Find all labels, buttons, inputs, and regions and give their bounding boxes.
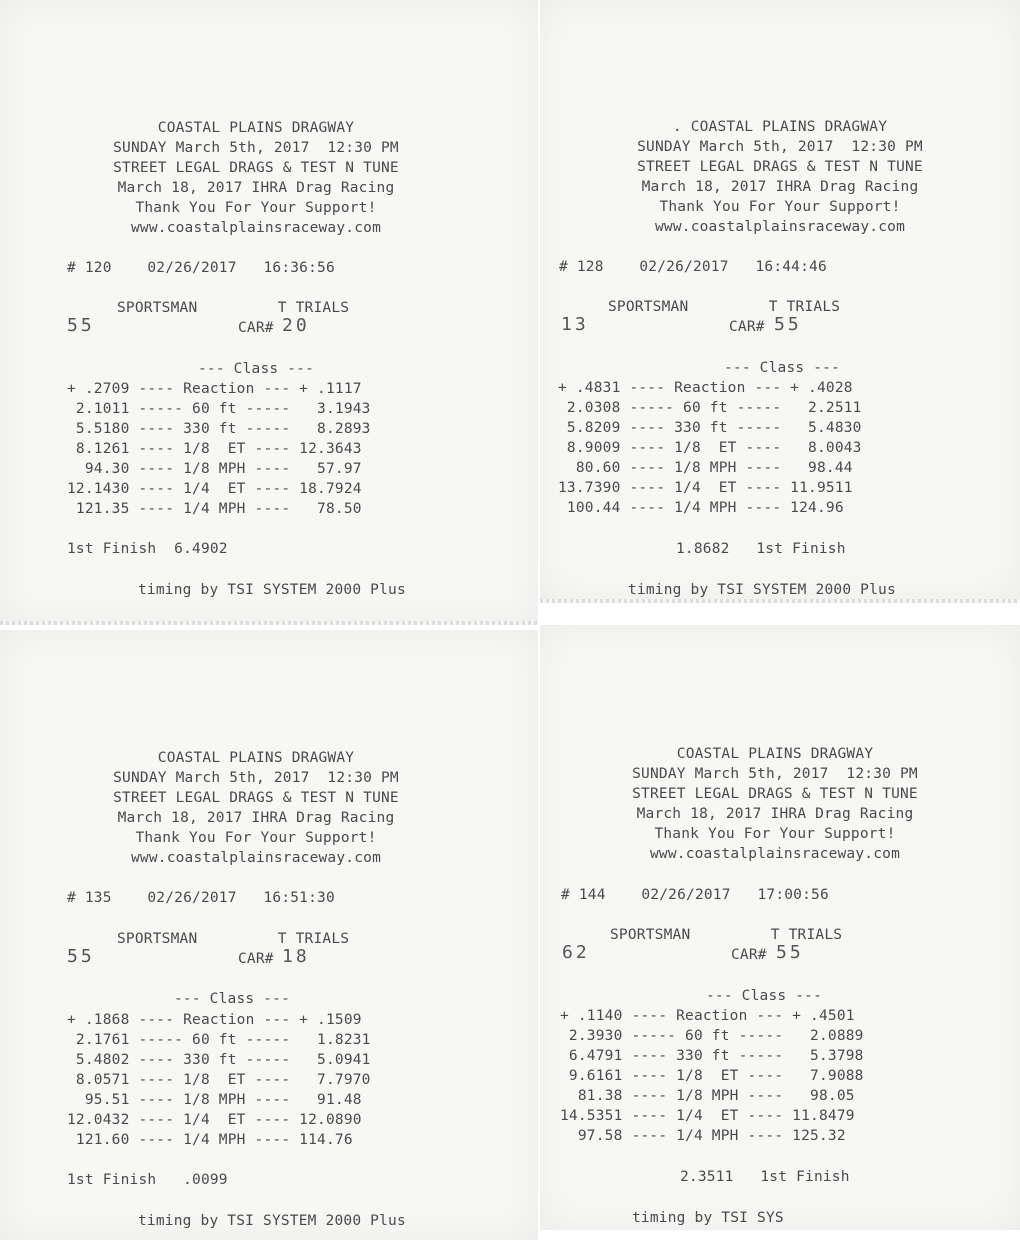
stat-row-eighth-et: 8.1261 ---- 1/8 ET ---- 12.3643 — [67, 441, 362, 457]
header-line: COASTAL PLAINS DRAGWAY — [157, 750, 355, 766]
class-header: --- Class --- — [197, 361, 315, 377]
stat-row-quarter-et: 12.0432 ---- 1/4 ET ---- 12.0890 — [67, 1112, 362, 1128]
time-slip-run-135 — [0, 630, 538, 1240]
class-line: SPORTSMAN T TRIALS — [610, 927, 843, 943]
stat-row-eighth-et: 8.0571 ---- 1/8 ET ---- 7.7970 — [67, 1072, 371, 1088]
car-number: 55 — [774, 314, 802, 335]
header-line: SUNDAY March 5th, 2017 12:30 PM — [637, 139, 923, 155]
class-header: --- Class --- — [705, 988, 823, 1004]
stat-row-60ft: 2.1761 ----- 60 ft ----- 1.8231 — [67, 1032, 371, 1048]
header-line: . COASTAL PLAINS DRAGWAY — [672, 119, 888, 135]
class-line: SPORTSMAN T TRIALS — [117, 931, 350, 947]
car-number: 20 — [282, 315, 310, 336]
time-slip-run-144 — [540, 625, 1020, 1230]
stat-row-60ft: 2.3930 ----- 60 ft ----- 2.0889 — [560, 1028, 864, 1044]
timing-footer: timing by TSI SYS — [632, 1210, 784, 1226]
stat-row-eighth-et: 8.9009 ---- 1/8 ET ---- 8.0043 — [558, 440, 862, 456]
stat-row-eighth-mph: 94.30 ---- 1/8 MPH ---- 57.97 — [67, 461, 362, 477]
stat-row-quarter-mph: 100.44 ---- 1/4 MPH ---- 124.96 — [558, 500, 844, 516]
timing-footer: timing by TSI SYSTEM 2000 Plus — [628, 582, 896, 598]
header-line: Thank You For Your Support! — [654, 826, 896, 842]
header-line: March 18, 2017 IHRA Drag Racing — [117, 180, 395, 196]
run-number-timestamp: # 135 02/26/2017 16:51:30 — [67, 890, 335, 906]
website-url: www.coastalplainsraceway.com — [649, 846, 901, 862]
run-number-timestamp: # 144 02/26/2017 17:00:56 — [561, 887, 829, 903]
stat-row-eighth-mph: 80.60 ---- 1/8 MPH ---- 98.44 — [558, 460, 853, 476]
header-line: March 18, 2017 IHRA Drag Racing — [641, 179, 919, 195]
car-label: CAR# — [731, 947, 767, 963]
class-line: SPORTSMAN T TRIALS — [608, 299, 841, 315]
header-line: STREET LEGAL DRAGS & TEST N TUNE — [113, 790, 399, 806]
stat-row-eighth-mph: 95.51 ---- 1/8 MPH ---- 91.48 — [67, 1092, 362, 1108]
stat-row-eighth-mph: 81.38 ---- 1/8 MPH ---- 98.05 — [560, 1088, 855, 1104]
stat-row-eighth-et: 9.6161 ---- 1/8 ET ---- 7.9088 — [560, 1068, 864, 1084]
header-line: COASTAL PLAINS DRAGWAY — [676, 746, 874, 762]
header-line: SUNDAY March 5th, 2017 12:30 PM — [113, 770, 399, 786]
header-line: Thank You For Your Support! — [135, 200, 377, 216]
run-number-timestamp: # 120 02/26/2017 16:36:56 — [67, 260, 335, 276]
lane-number: 55 — [67, 946, 95, 967]
finish-line: 1.8682 1st Finish — [676, 541, 846, 557]
class-header: --- Class --- — [723, 360, 841, 376]
header-line: STREET LEGAL DRAGS & TEST N TUNE — [113, 160, 399, 176]
header-line: March 18, 2017 IHRA Drag Racing — [636, 806, 914, 822]
time-slip-run-128 — [540, 0, 1020, 603]
stat-row-quarter-et: 13.7390 ---- 1/4 ET ---- 11.9511 — [558, 480, 853, 496]
finish-line: 1st Finish .0099 — [67, 1172, 228, 1188]
stat-row-quarter-mph: 121.60 ---- 1/4 MPH ---- 114.76 — [67, 1132, 353, 1148]
stat-row-quarter-mph: 97.58 ---- 1/4 MPH ---- 125.32 — [560, 1128, 846, 1144]
header-line: STREET LEGAL DRAGS & TEST N TUNE — [632, 786, 918, 802]
stat-row-quarter-mph: 121.35 ---- 1/4 MPH ---- 78.50 — [67, 501, 362, 517]
stat-row-reaction: + .2709 ---- Reaction --- + .1117 — [67, 381, 362, 397]
website-url: www.coastalplainsraceway.com — [654, 219, 906, 235]
header-line: SUNDAY March 5th, 2017 12:30 PM — [113, 140, 399, 156]
header-line: March 18, 2017 IHRA Drag Racing — [117, 810, 395, 826]
car-label: CAR# — [729, 319, 765, 335]
finish-line: 2.3511 1st Finish — [680, 1169, 850, 1185]
header-line: SUNDAY March 5th, 2017 12:30 PM — [632, 766, 918, 782]
header-line: Thank You For Your Support! — [135, 830, 377, 846]
perforated-edge — [540, 599, 1020, 603]
stat-row-quarter-et: 14.5351 ---- 1/4 ET ---- 11.8479 — [560, 1108, 855, 1124]
website-url: www.coastalplainsraceway.com — [130, 850, 382, 866]
finish-line: 1st Finish 6.4902 — [67, 541, 228, 557]
lane-number: 62 — [562, 942, 590, 963]
website-url: www.coastalplainsraceway.com — [130, 220, 382, 236]
stat-row-reaction: + .1140 ---- Reaction --- + .4501 — [560, 1008, 855, 1024]
stat-row-reaction: + .4831 ---- Reaction --- + .4028 — [558, 380, 853, 396]
stat-row-330ft: 6.4791 ---- 330 ft ----- 5.3798 — [560, 1048, 864, 1064]
stat-row-60ft: 2.0308 ----- 60 ft ----- 2.2511 — [558, 400, 862, 416]
stat-row-60ft: 2.1011 ----- 60 ft ----- 3.1943 — [67, 401, 371, 417]
timing-footer: timing by TSI SYSTEM 2000 Plus — [138, 1213, 406, 1229]
stat-row-330ft: 5.5180 ---- 330 ft ----- 8.2893 — [67, 421, 371, 437]
class-header: --- Class --- — [173, 991, 291, 1007]
header-line: COASTAL PLAINS DRAGWAY — [157, 120, 355, 136]
car-label: CAR# — [238, 951, 274, 967]
header-line: Thank You For Your Support! — [659, 199, 901, 215]
timing-footer: timing by TSI SYSTEM 2000 Plus — [138, 582, 406, 598]
car-label: CAR# — [238, 320, 274, 336]
time-slip-run-120 — [0, 0, 538, 625]
lane-number: 13 — [561, 314, 589, 335]
stat-row-quarter-et: 12.1430 ---- 1/4 ET ---- 18.7924 — [67, 481, 362, 497]
stat-row-reaction: + .1868 ---- Reaction --- + .1509 — [67, 1012, 362, 1028]
perforated-edge — [0, 621, 538, 625]
car-number: 55 — [776, 942, 804, 963]
header-line: STREET LEGAL DRAGS & TEST N TUNE — [637, 159, 923, 175]
stat-row-330ft: 5.8209 ---- 330 ft ----- 5.4830 — [558, 420, 862, 436]
class-line: SPORTSMAN T TRIALS — [117, 300, 350, 316]
lane-number: 55 — [67, 315, 95, 336]
stat-row-330ft: 5.4802 ---- 330 ft ----- 5.0941 — [67, 1052, 371, 1068]
run-number-timestamp: # 128 02/26/2017 16:44:46 — [559, 259, 827, 275]
car-number: 18 — [282, 946, 310, 967]
